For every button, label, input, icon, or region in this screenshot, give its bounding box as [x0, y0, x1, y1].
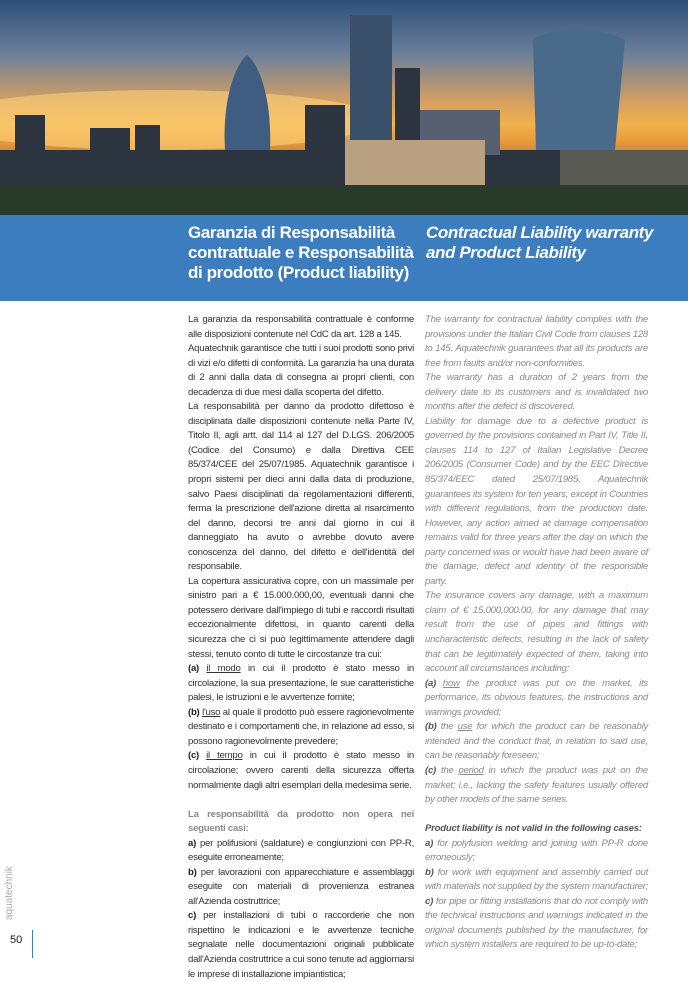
- item-label: (c): [188, 750, 199, 762]
- subheading: La responsabilità da prodotto non opera nei seguenti casi:: [188, 808, 414, 835]
- item-key: il modo: [206, 663, 241, 675]
- english-column: [425, 313, 648, 953]
- page-divider: [32, 930, 33, 958]
- item-label: c): [188, 910, 197, 922]
- title-band: [0, 215, 688, 301]
- item-text: in cui il prodotto è stato messo in circolazione; ovvero carenti della sicurezza offerta normalmente dagli altri esemplari della medesima serie.: [188, 750, 414, 791]
- item-text: per lavorazioni con apparecchiature e assemblaggi eseguite con materiali di provenienza estranea all'Azienda costruttrice;: [188, 866, 414, 907]
- item-label: (a): [425, 677, 436, 689]
- item-text: for which the product can be reasonably intended and the conduct that, in relation to said use, can be reasonably foreseen;: [425, 721, 649, 762]
- item-label: a): [425, 837, 434, 849]
- subheading: Product liability is not valid in the following cases:: [425, 823, 642, 835]
- item-label: (b): [425, 721, 437, 733]
- item-label: a): [188, 837, 197, 849]
- item-text: for work with equipment and assembly carried out with materials not supplied by the system manufacturer;: [425, 866, 649, 893]
- item-text: the: [436, 721, 458, 733]
- list-item: [188, 866, 414, 910]
- paragraph: Aquatechnik garantisce che tutti i suoi prodotti sono privi di vizi e/o difetti di conformità. La garanzia ha una durata di 2 anni dalla data di consegna ai propri clienti, con decadenza di due mesi dalla scoperta del difetto.: [188, 343, 414, 398]
- item-label: b): [188, 866, 197, 878]
- item-key: l'uso: [202, 706, 221, 718]
- item-key: period: [458, 764, 484, 776]
- item-label: (c): [425, 764, 436, 776]
- paragraph: La copertura assicurativa copre, con un massimale per sinistro pari a € 15.000.000,00, eventuali danni che potessero derivare dall'impiego di tubi e raccordi risultati eccezionalmente difettosi, in quanto carenti della sicurezza che ci si può legittimamente attendere dagli stessi, tenuto conto di tutte le circostanze tra cui:: [188, 575, 414, 660]
- list-item: [425, 866, 648, 895]
- list-item: [188, 909, 414, 982]
- item-label: c): [425, 895, 434, 907]
- list-item: [425, 677, 648, 721]
- paragraph: The warranty for contractual liability complies with the provisions under the Italian Civil Code from clauses 128 to 145. Aquatechnik guarantees that all its products are free from faults and/or non-conformities.: [425, 314, 648, 369]
- list-item: [188, 749, 414, 793]
- paragraph: La responsabilità per danno da prodotto difettoso è disciplinata dalle disposizioni contenute nella Parte IV, Titolo II, agli artt. dal 114 al 127 del D.LGS. 206/2005 (Codice del Consumo) e dalla Direttiva CEE 85/374/CEE del 25/07/1985. Aquatechnik garantisce i propri sistemi per dieci anni dalla data di produzione, salvo Paesi disciplinati da regolamentazioni differenti, ferma la prescrizione dell'azione diretta al risarcimento del danno, decorsi tre anni dal giorno in cui il danneggiato ha avuto o avrebbe dovuto avere conoscenza del danno, del difetto e dell'identità del responsabile.: [188, 401, 414, 573]
- item-key: il tempo: [206, 750, 243, 762]
- paragraph: Liability for damage due to a defective product is governed by the provisions contained in Part IV, Title II, clauses 114 to 127 of Italian Legislative Decree 206/2005 (Consumer Code) and by the EEC Directive 85/374/EEC dated 25/07/1985. Aquatechnik guarantees its system for ten years, except in Countries with different regulations, from the production date. However, any action aimed at damage compensation remains valid for three years after the day on which the party concerned was or would have had been aware of the damage, defect and identity of the responsible party.: [425, 415, 648, 587]
- item-text: al quale il prodotto può essere ragionevolmente destinato e i comportamenti che, in relazione ad esso, si possono ragionevolmente prevedere;: [188, 706, 414, 747]
- item-text: in which the product was put on the market; i.e., lacking the safety features usually offered by other models of the same series.: [425, 764, 649, 806]
- item-text: in cui il prodotto è stato messo in circolazione, la sua presentazione, le sue caratteristiche palesi, le istruzioni e le avvertenze fornite;: [188, 663, 414, 704]
- page-number: 50: [10, 934, 23, 946]
- item-key: use: [457, 721, 473, 733]
- item-text: the product was put on the market, its performance, its obvious features, the instructions and warnings provided;: [425, 677, 648, 718]
- paragraph: The insurance covers any damage, with a maximum claim of € 15,000,000.00, for any damage that may result from the use of pipes and fittings with uncharacteristic defects, resulting in the lack of safety that can be legitimately expected of them, taking into account all circumstances including:: [425, 590, 648, 675]
- italian-column: [188, 313, 414, 982]
- list-item: [425, 895, 648, 953]
- city-skyline-photo: [0, 0, 688, 215]
- title-italian: Garanzia di Responsabilità contrattuale e Responsabilità di prodotto (Product liability): [188, 223, 414, 282]
- brand-label: aquatechnik: [4, 866, 15, 920]
- item-text: per installazioni di tubi o raccorderie che non rispettino le indicazioni e le avvertenze tecniche segnalate nelle documentazioni originali pubblicate dall'Azienda costruttrice a cui sono tenute ad aggiornarsi le imprese di installazione impiantistica;: [188, 910, 414, 980]
- item-label: (a): [188, 663, 199, 675]
- list-item: [425, 720, 648, 764]
- item-text: for pipe or fitting installations that do not comply with the technical instructions and warnings indicated in the original documents published by the manufacturer, for which system installers are required to be up-to-date;: [425, 895, 648, 951]
- item-label: b): [425, 866, 434, 878]
- paragraph: La garanzia da responsabilità contrattuale è conforme alle disposizioni contenute nel CdC da art. 128 a 145.: [188, 314, 414, 340]
- list-item: [188, 837, 414, 866]
- list-item: [425, 837, 648, 866]
- paragraph: The warranty has a duration of 2 years from the delivery date to its customers and is invalidated two months after the defect is discovered.: [425, 372, 648, 413]
- item-label: (b): [188, 706, 200, 718]
- list-item: [425, 764, 648, 808]
- title-english: Contractual Liability warranty and Product Liability: [426, 223, 653, 262]
- item-key: how: [442, 677, 460, 689]
- list-item: [188, 706, 414, 750]
- item-text: the: [435, 764, 459, 776]
- item-text: for polyfusion welding and joining with PP-R done erroneously;: [425, 837, 648, 864]
- item-text: per polifusioni (saldature) e congiunzioni con PP-R, eseguite erroneamente;: [188, 837, 414, 864]
- list-item: [188, 662, 414, 706]
